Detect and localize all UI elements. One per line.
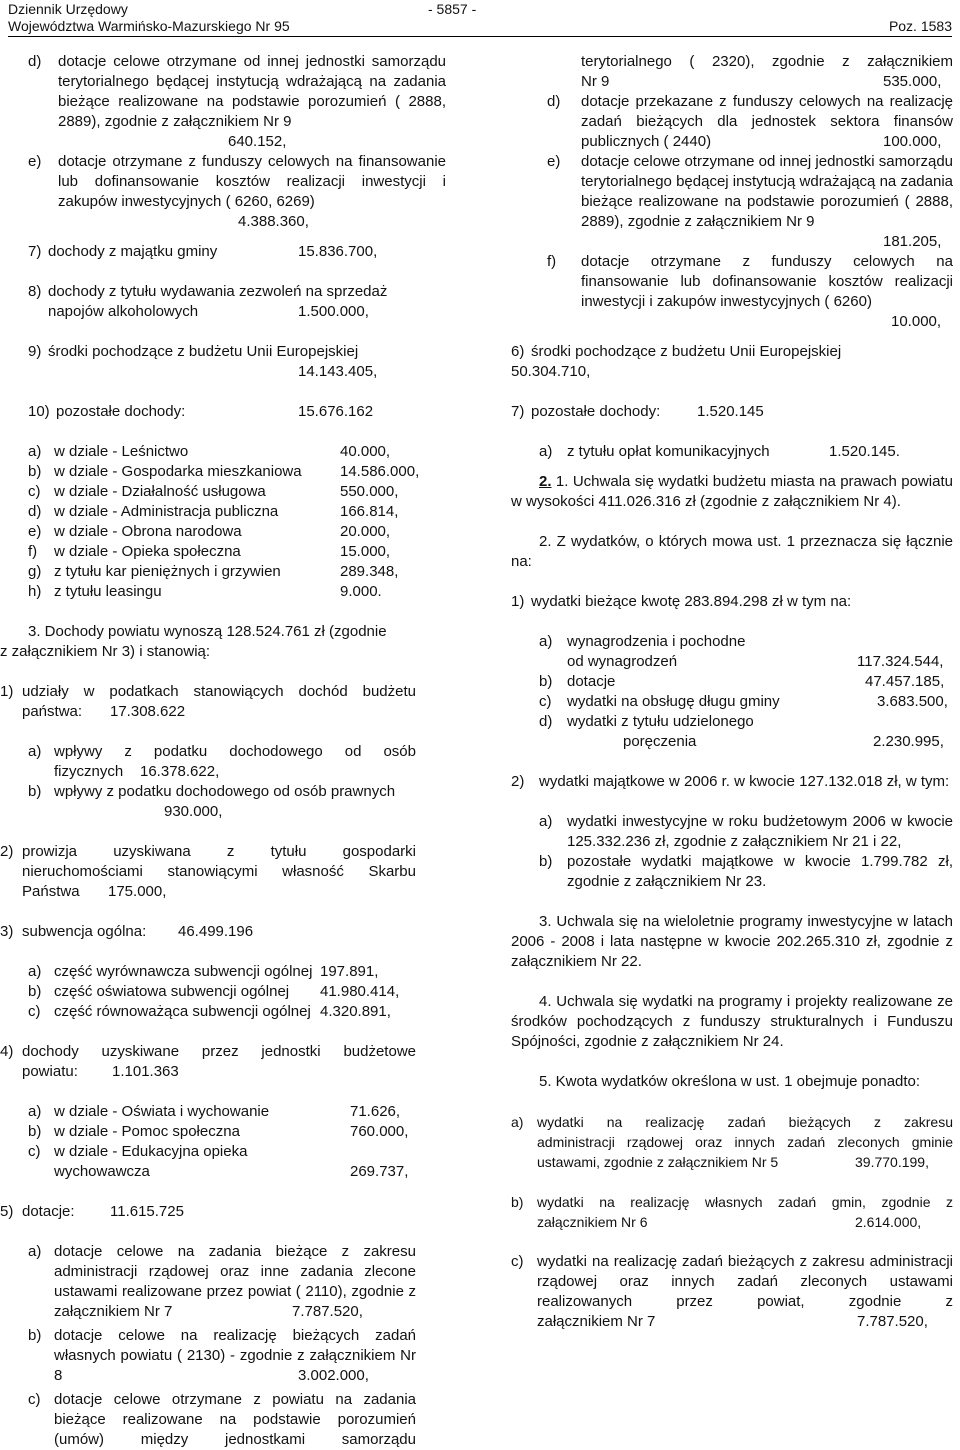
- list-item: g) z tytułu kar pieniężnych i grzywien 289.348,: [28, 563, 399, 580]
- section-2-paragraph-3: 3. Uchwala się na wieloletnie programy inwestycyjne w latach 2006 - 2008 i lata następne w kwocie 202.265.310 zł, zgodnie z załącznikiem Nr 22.: [511, 913, 953, 970]
- left-sub5a: a) dotacje celowe na zadania bieżące z zakresu administracji rządowej oraz inne zadania zlecone ustawami realizowane przez powiat ( 2110), zgodnie z załącznikiem Nr 7 7.787.520,: [28, 1243, 416, 1320]
- item-value: 760.000,: [350, 1123, 409, 1140]
- section-2-paragraph-5: 5. Kwota wydatków określona w ust. 1 obejmuje ponadto:: [539, 1073, 921, 1090]
- right-item-f: f) dotacje otrzymane z funduszy celowych na finansowanie lub dofinansowanie kosztów realizacji inwestycji i zakupów inwestycyjnych ( 6260) 10.000,: [547, 253, 953, 330]
- item-value: 15.676.162: [298, 403, 374, 420]
- item-value: 7.787.520,: [857, 1313, 928, 1330]
- item-value: 14.586.000,: [340, 463, 420, 480]
- item-value: 71.626,: [350, 1103, 401, 1120]
- left-u1b: b) wpływy z podatku dochodowego od osób prawnych: [28, 783, 396, 800]
- item-value: 40.000,: [340, 443, 391, 460]
- item-value: 550.000,: [340, 483, 399, 500]
- left-item-10: 10) pozostałe dochody: 15.676.162: [28, 403, 374, 420]
- item-value: 2.614.000,: [855, 1214, 922, 1230]
- left-sub5b: b) dotacje celowe na realizację bieżących zadań własnych powiatu ( 2130) - zgodnie z załącznikiem Nr 8 3.002.000,: [28, 1327, 416, 1384]
- item-value: 166.814,: [340, 503, 399, 520]
- left-item-d: d) dotacje celowe otrzymane od innej jednostki samorządu terytorialnego będącej instytucją wdrażającą na zadania bieżące realizowane na podstawie porozumień ( 2888, 2889), zgodnie z załącznikiem Nr 9 640.152,: [28, 53, 446, 150]
- page-number: - 5857 -: [428, 1, 477, 17]
- right-w1b: b) dotacje 47.457.185,: [539, 673, 945, 690]
- right-w1a: a) wynagrodzenia i pochodne: [539, 633, 746, 650]
- item-value: 930.000,: [164, 803, 223, 820]
- item-value: 100.000,: [883, 133, 942, 150]
- section-2-paragraph-2: 2. Z wydatków, o których mowa ust. 1 przeznacza się łącznie na:: [511, 533, 953, 570]
- item-value: 289.348,: [340, 563, 399, 580]
- item-value: 1.101.363: [112, 1063, 179, 1080]
- item-value: 50.304.710,: [511, 363, 591, 380]
- list-item: a) w dziale - Leśnictwo 40.000,: [28, 443, 391, 460]
- item-value: 9.000.: [340, 583, 382, 600]
- position-number: Poz. 1583: [888, 18, 952, 34]
- item-value: 535.000,: [883, 73, 942, 90]
- item-text: dotacje celowe otrzymane od innej jednostki samorządu terytorialnego będącej instytucją wdrażającą na zadania bieżące realizowane na podstawie porozumień ( 2888, 2889), zgodnie z załącznikiem Nr 9: [58, 53, 446, 130]
- left-sublist-10: [28, 442, 446, 602]
- left-sub5c: c) dotacje celowe otrzymane z powiatu na zadania bieżące realizowane na podstawie porozumień (umów) między jednostkami samorządu: [28, 1391, 416, 1448]
- list-item: c) w dziale - Działalność usługowa 550.000,: [28, 483, 399, 500]
- list-item: e) w dziale - Obrona narodowa 20.000,: [28, 523, 391, 540]
- left-column: d) dotacje celowe otrzymane od innej jednostki samorządu terytorialnego będącej instytucją wdrażającą na zadania bieżące realizowane na podstawie porozumień ( 2888, 2889), zgodnie z załącznikiem Nr 9 640.152, e) dotacje otrzymane z funduszy celowych na finansowanie lub dofinansowanie kosztów realizacji inwestycji i zakupów inwestycyjnych ( 6260, 6269) 4.388.360, 7) dochody z majątku gminy 15.836.700, 8) dochody z tytułu wydawania zezwoleń na sprzedaż napojów alkoholowych 1.500.000, 9) środki pochodzące z budżetu Unii Europejskiej 14.143.405, 10) pozostałe dochody: 15.676.162 a) w dziale - Leśnictwo 40.000, b) w dziale - Gospodarka mieszkaniowa 14.586.000, c) w dziale - Działalność usługowa 550.000, d) w dziale - Administracja publiczna 166.814, e) w dziale - Obrona narodowa 20.000, f) w dziale - Opieka społeczna 15.000, g) z tytułu kar pieniężnych i grzywien 289.348, h) z tytułu leasingu 9.000. 3. Dochody powiatu wynoszą 128.524.761 zł (zgodnie z załącznikiem Nr 3) i stanowią: 1) udziały w podatkach stanowiących dochód budżetu państwa: 17.308.622 a) wpływy z podatku dochodowego od osób fizycznych 16.378.622, b) wpływy z podatku dochodowego od osób prawnych 930.000, 2) prowizja uzyskiwana z tytułu gospodarki nieruchomościami stanowiącymi własność Skarbu Państwa 175.000, 3) subwencja ogólna: 46.499.196 a) część wyrównawcza subwencji ogólnej 197.891, b) część oświatowa subwencji ogólnej 41.980.414, c) część równoważąca subwencji ogólnej 4.320.891, 4) dochody uzyskiwane przez jednostki budżetowe powiatu: 1.101.363 a) w dziale - Oświata i wychowanie 71.626, b) w dziale - Pomoc społeczna 760.000, c) w dziale - Edukacyjna opieka wychowawcza 269.737, 5) dotacje: 11.615.725 a) dotacje celowe na zadania bieżące z zakresu administracji rządowej oraz inne zadania zlecone ustawami realizowane przez powiat ( 2110), zgodnie z załącznikiem Nr 7 7.787.520, b) dotacje celowe na realizację bieżących zadań własnych powiatu ( 2130) - zgodnie z załącznikiem Nr 8 3.002.000, c) dotacje celowe otrzymane z powiatu na zadania bieżące realizowane na podstawie porozumień (umów) między jednostkami samorządu: [0, 53, 446, 1448]
- journal-name: Dziennik Urzędowy: [8, 1, 128, 17]
- item-value: 15.000,: [340, 543, 391, 560]
- section-3-heading: 3. Dochody powiatu wynoszą 128.524.761 zł (zgodnie: [28, 623, 387, 640]
- item-value: 3.683.500,: [877, 693, 948, 710]
- left-u1a: a) wpływy z podatku dochodowego od osób: [28, 743, 416, 760]
- right-k-c: c) wydatki na realizację zadań bieżących z zakresu administracji rządowej oraz innych zadań zleconych ustawami realizowanych przez powiat, zgodnie z załącznikiem Nr 7 7.787.520,: [511, 1253, 953, 1330]
- list-item: d) w dziale - Administracja publiczna 166.814,: [28, 503, 399, 520]
- left-item-8: 8) dochody z tytułu wydawania zezwoleń na sprzedaż: [28, 283, 388, 300]
- list-item: b) w dziale - Gospodarka mieszkaniowa 14.586.000,: [28, 463, 420, 480]
- list-item: h) z tytułu leasingu 9.000.: [28, 583, 382, 600]
- left-item-7: 7) dochody z majątku gminy 15.836.700,: [28, 243, 378, 260]
- item-value: 47.457.185,: [865, 673, 945, 690]
- right-w1: 1) wydatki bieżące kwotę 283.894.298 zł w tym na:: [511, 593, 852, 610]
- right-item-e: e) dotacje celowe otrzymane od innej jednostki samorządu terytorialnego będącej instytucją wdrażającą na zadania bieżące realizowane na podstawie porozumień ( 2888, 2889), zgodnie z załącznikiem Nr 9 181.205,: [547, 153, 953, 250]
- item-value: 269.737,: [350, 1163, 409, 1180]
- list-item: c) część równoważąca subwencji ogólnej 4.320.891,: [28, 1003, 391, 1020]
- item-value: 39.770.199,: [855, 1154, 929, 1170]
- section-2-paragraph-1: 2. 1. Uchwala się wydatki budżetu miasta na prawach powiatu w wysokości 411.026.316 zł (zgodnie z załącznikiem Nr 4).: [511, 473, 953, 510]
- journal-province: Województwa Warmińsko-Mazurskiego Nr 95: [8, 18, 290, 34]
- item-value: 197.891,: [320, 963, 379, 980]
- item-value: 46.499.196: [178, 923, 254, 940]
- item-value: 11.615.725: [110, 1203, 184, 1220]
- left-u3: 3) subwencja ogólna: 46.499.196: [0, 923, 254, 940]
- item-value: 640.152,: [228, 133, 287, 150]
- right-item-7: 7) pozostałe dochody: 1.520.145: [511, 403, 764, 420]
- right-k-a: a) wydatki na realizację zadań bieżących z zakresu administracji rządowej oraz innych zadań zleconych gminie ustawami, zgodnie z załącznikiem Nr 5 39.770.199,: [511, 1114, 953, 1170]
- item-value: 181.205,: [883, 233, 942, 250]
- left-item-9: 9) środki pochodzące z budżetu Unii Europejskiej: [28, 343, 359, 360]
- item-value: 16.378.622,: [140, 763, 220, 780]
- left-u1: 1) udziały w podatkach stanowiących dochód budżetu: [0, 683, 416, 700]
- list-item: a) w dziale - Oświata i wychowanie 71.626,: [28, 1103, 401, 1120]
- left-u2: 2) prowizja uzyskiwana z tytułu gospodarki: [0, 843, 416, 860]
- left-u5: 5) dotacje: 11.615.725: [0, 1203, 184, 1220]
- list-item: a) część wyrównawcza subwencji ogólnej 197.891,: [28, 963, 379, 980]
- right-w2a: a) wydatki inwestycyjne w roku budżetowym 2006 w kwocie 125.332.236 zł, zgodnie z załącznikiem Nr 21 i 22,: [539, 813, 953, 850]
- item-value: 175.000,: [108, 883, 167, 900]
- item-value: 1.520.145: [697, 403, 764, 420]
- item-value: 15.836.700,: [298, 243, 378, 260]
- right-continuation: terytorialnego ( 2320), zgodnie z załącznikiem: [581, 53, 953, 70]
- left-sublist-3: [28, 962, 446, 1022]
- item-value: 117.324.544,: [857, 653, 944, 670]
- item-value: 10.000,: [891, 313, 942, 330]
- page-header: [8, 0, 952, 37]
- left-sub4c: c) w dziale - Edukacyjna opieka: [28, 1143, 248, 1160]
- section-2-paragraph-4: 4. Uchwala się wydatki na programy i projekty realizowane ze środków pochodzących z funduszy strukturalnych i Funduszu Spójności, zgodnie z załącznikiem Nr 24.: [511, 993, 953, 1050]
- list-item: b) w dziale - Pomoc społeczna 760.000,: [28, 1123, 409, 1140]
- item-value: 20.000,: [340, 523, 391, 540]
- right-w2: 2) wydatki majątkowe w 2006 r. w kwocie 127.132.018 zł, w tym:: [511, 773, 950, 790]
- item-value: 17.308.622: [110, 703, 186, 720]
- list-item: f) w dziale - Opieka społeczna 15.000,: [28, 543, 391, 560]
- section-2-number: 2.: [539, 473, 552, 490]
- item-value: 4.388.360,: [238, 213, 309, 230]
- right-w2b: b) pozostałe wydatki majątkowe w kwocie 1.799.782 zł, zgodnie z załącznikiem Nr 23.: [539, 853, 953, 890]
- journal-title: [8, 1, 290, 35]
- right-item-7a: a) z tytułu opłat komunikacyjnych 1.520.145.: [539, 443, 900, 460]
- item-value: 41.980.414,: [320, 983, 400, 1000]
- item-value: 2.230.995,: [873, 733, 944, 750]
- right-w1d: d) wydatki z tytułu udzielonego: [539, 713, 754, 730]
- right-column: terytorialnego ( 2320), zgodnie z załącznikiem Nr 9 535.000, d) dotacje przekazane z funduszy celowych na realizację zadań bieżących dla jednostek sektora finansów publicznych ( 2440) 100.000, e) dotacje celowe otrzymane od innej jednostki samorządu terytorialnego będącej instytucją wdrażającą na zadania bieżące realizowane na podstawie porozumień ( 2888, 2889), zgodnie z załącznikiem Nr 9 181.205, f) dotacje otrzymane z funduszy celowych na finansowanie lub dofinansowanie kosztów realizacji inwestycji i zakupów inwestycyjnych ( 6260) 10.000, 6) środki pochodzące z budżetu Unii Europejskiej 50.304.710, 7) pozostałe dochody: 1.520.145 a) z tytułu opłat komunikacyjnych 1.520.145. 2. 1. Uchwala się wydatki budżetu miasta na prawach powiatu w wysokości 411.026.316 zł (zgodnie z załącznikiem Nr 4). 2. Z wydatków, o których mowa ust. 1 przeznacza się łącznie na: 1) wydatki bieżące kwotę 283.894.298 zł w tym na: a) wynagrodzenia i pochodne od wynagrodzeń 117.324.544, b) dotacje 47.457.185, c) wydatki na obsługę długu gminy 3.683.500, d) wydatki z tytułu udzielonego poręczenia 2.230.995, 2) wydatki majątkowe w 2006 r. w kwocie 127.132.018 zł, w tym: a) wydatki inwestycyjne w roku budżetowym 2006 w kwocie 125.332.236 zł, zgodnie z załącznikiem Nr 21 i 22, b) pozostałe wydatki majątkowe w kwocie 1.799.782 zł, zgodnie z załącznikiem Nr 23. 3. Uchwala się na wieloletnie programy inwestycyjne w latach 2006 - 2008 i lata następne w kwocie 202.265.310 zł, zgodnie z załącznikiem Nr 22. 4. Uchwala się wydatki na programy i projekty realizowane ze środków pochodzących z funduszy strukturalnych i Funduszu Spójności, zgodnie z załącznikiem Nr 24. 5. Kwota wydatków określona w ust. 1 obejmuje ponadto: a) wydatki na realizację zadań bieżących z zakresu administracji rządowej oraz innych zadań zleconych gminie ustawami, zgodnie z załącznikiem Nr 5 39.770.199, b) wydatki na realizację własnych zadań gmin, zgodnie z załącznikiem Nr 6 2.614.000, c) wydatki na realizację zadań bieżących z zakresu administracji rządowej oraz innych zadań zleconych ustawami realizowanych przez powiat, zgodnie z załącznikiem Nr 7 7.787.520,: [511, 53, 953, 1330]
- item-value: 1.520.145.: [829, 443, 900, 460]
- right-w1c: c) wydatki na obsługę długu gminy 3.683.500,: [539, 693, 948, 710]
- right-item-d: d) dotacje przekazane z funduszy celowych na realizację zadań bieżących dla jednostek sektora finansów publicznych ( 2440) 100.000,: [547, 93, 953, 150]
- left-item-e: e) dotacje otrzymane z funduszy celowych na finansowanie lub dofinansowanie kosztów realizacji inwestycji i zakupów inwestycyjnych ( 6260, 6269) 4.388.360,: [28, 153, 446, 230]
- item-value: 7.787.520,: [292, 1303, 363, 1320]
- left-sublist-4: [28, 1102, 446, 1142]
- item-value: 14.143.405,: [298, 363, 378, 380]
- item-value: 4.320.891,: [320, 1003, 391, 1020]
- right-item-6: 6) środki pochodzące z budżetu Unii Europejskiej: [511, 343, 842, 360]
- left-u4: 4) dochody uzyskiwane przez jednostki budżetowe: [0, 1043, 416, 1060]
- item-text: dotacje otrzymane z funduszy celowych na finansowanie lub dofinansowanie kosztów realizacji inwestycji i zakupów inwestycyjnych ( 6260, 6269): [58, 153, 446, 210]
- right-k-b: b) wydatki na realizację własnych zadań gmin, zgodnie z załącznikiem Nr 6 2.614.000,: [511, 1194, 953, 1230]
- list-item: b) część oświatowa subwencji ogólnej 41.980.414,: [28, 983, 400, 1000]
- item-value: 1.500.000,: [298, 303, 369, 320]
- item-value: 3.002.000,: [298, 1367, 369, 1384]
